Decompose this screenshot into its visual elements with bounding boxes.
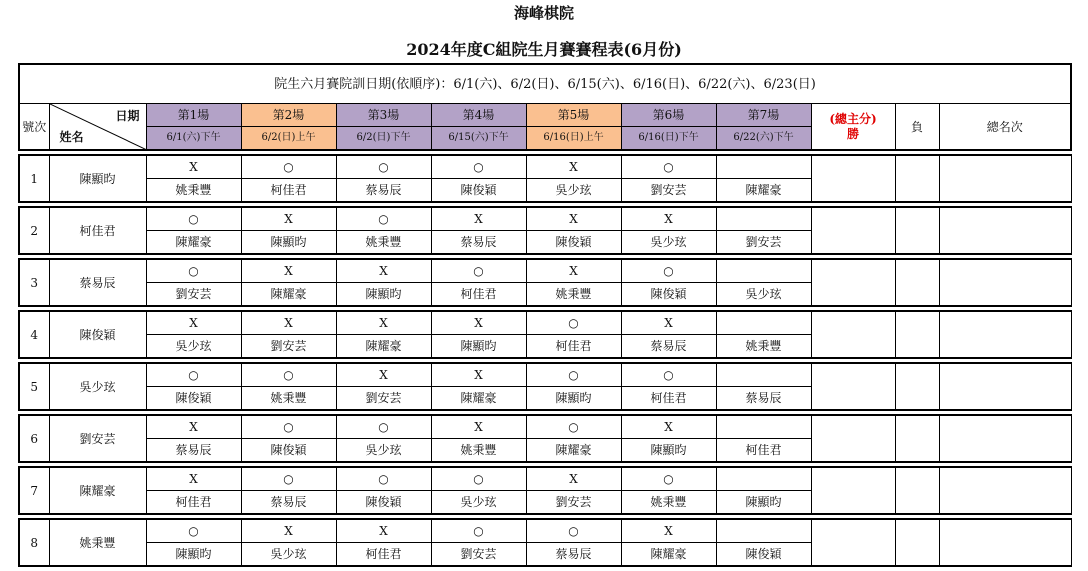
opponent-name: 陳俊穎 [146,387,241,411]
player-row [19,311,1071,335]
match-result: ○ [146,363,241,387]
opponent-name: 劉安芸 [146,283,241,307]
opponent-name: 吳少玹 [336,439,431,463]
opponent-name: 陳顯昀 [431,335,526,359]
player-row [19,519,1071,543]
match-result: ○ [241,363,336,387]
opponent-name: 姚秉豐 [621,491,716,515]
player-number: 1 [19,155,49,202]
match-result: ○ [146,207,241,231]
opponent-name: 姚秉豐 [716,335,811,359]
wins-cell [811,363,895,410]
player-name: 陳耀豪 [49,467,146,514]
match-result: X [241,207,336,231]
match-result [716,415,811,439]
opponent-name: 吳少玹 [621,231,716,255]
match-result: ○ [526,415,621,439]
player-name: 蔡易辰 [49,259,146,306]
match-result: X [621,519,716,543]
opponent-name: 陳俊穎 [336,491,431,515]
round-1-label: 第1場 [146,104,241,127]
opponent-name: 姚秉豐 [526,283,621,307]
player-name: 陳俊穎 [49,311,146,358]
match-result: ○ [431,155,526,179]
match-result: ○ [241,467,336,491]
opponent-name: 柯佳君 [431,283,526,307]
round-2-time: 6/2(日)上午 [241,127,336,151]
match-result: X [336,259,431,283]
opponent-name: 柯佳君 [146,491,241,515]
wins-header-label: 勝 [846,127,859,141]
rank-cell [939,415,1071,462]
date-header: 日期 [115,109,140,123]
match-result: X [146,415,241,439]
match-result: ○ [431,259,526,283]
player-name: 吳少玹 [49,363,146,410]
opponent-name: 蔡易辰 [336,179,431,203]
match-result: X [336,311,431,335]
opponent-name: 吳少玹 [526,179,621,203]
opponent-name: 陳耀豪 [336,335,431,359]
rank-cell [939,363,1071,410]
match-result: ○ [621,259,716,283]
match-result: X [241,519,336,543]
opponent-name: 蔡易辰 [146,439,241,463]
match-result: ○ [241,415,336,439]
losses-cell [895,207,939,254]
match-result: X [146,311,241,335]
match-result: ○ [336,415,431,439]
opponent-name: 陳耀豪 [241,283,336,307]
round-4-time: 6/15(六)下午 [431,127,526,151]
match-result: ○ [431,467,526,491]
wins-cell [811,207,895,254]
page-title: 海峰棋院 [513,4,574,22]
losses-cell [895,363,939,410]
opponent-name: 柯佳君 [526,335,621,359]
match-result: ○ [526,311,621,335]
losses-cell [895,259,939,306]
player-row [19,259,1071,283]
opponent-name: 陳耀豪 [146,231,241,255]
player-name: 柯佳君 [49,207,146,254]
player-number: 8 [19,519,49,566]
match-result: X [336,519,431,543]
number-header: 號次 [19,104,49,151]
match-result: ○ [526,519,621,543]
match-result: ○ [336,155,431,179]
rank-cell [939,311,1071,358]
match-result: ○ [621,467,716,491]
wins-header-total: (總主分) [829,112,877,126]
match-result: X [526,259,621,283]
match-result: X [621,415,716,439]
opponent-name: 陳顯昀 [716,491,811,515]
match-result: X [146,467,241,491]
round-7-time: 6/22(六)下午 [716,127,811,151]
opponent-name: 吳少玹 [146,335,241,359]
opponent-name: 陳顯昀 [146,543,241,567]
losses-cell [895,467,939,514]
match-result: ○ [146,259,241,283]
rank-cell [939,467,1071,514]
match-result: ○ [621,155,716,179]
wins-cell [811,415,895,462]
opponent-name: 蔡易辰 [431,231,526,255]
match-result: X [526,207,621,231]
opponent-name: 陳顯昀 [526,387,621,411]
match-result: X [621,207,716,231]
rank-cell [939,519,1071,566]
player-row [19,155,1071,179]
opponent-name: 姚秉豐 [431,439,526,463]
opponent-name: 劉安芸 [241,335,336,359]
losses-cell [895,311,939,358]
opponent-name: 陳顯昀 [336,283,431,307]
opponent-name: 柯佳君 [716,439,811,463]
player-name: 劉安芸 [49,415,146,462]
round-5-label: 第5場 [526,104,621,127]
match-result: X [431,207,526,231]
opponent-name: 姚秉豐 [146,179,241,203]
round-6-label: 第6場 [621,104,716,127]
opponent-name: 蔡易辰 [716,387,811,411]
opponent-name: 吳少玹 [241,543,336,567]
losses-cell [895,155,939,202]
match-result: X [621,311,716,335]
losses-header: 負 [895,104,939,151]
date-name-header [49,104,146,151]
match-result [716,363,811,387]
opponent-name: 蔡易辰 [526,543,621,567]
opponent-name: 陳顯昀 [241,231,336,255]
match-result: X [241,259,336,283]
opponent-name: 陳耀豪 [431,387,526,411]
opponent-name: 柯佳君 [336,543,431,567]
losses-cell [895,519,939,566]
match-result [716,519,811,543]
opponent-name: 姚秉豐 [336,231,431,255]
match-result [716,467,811,491]
opponent-name: 陳俊穎 [621,283,716,307]
opponent-name: 劉安芸 [526,491,621,515]
player-number: 5 [19,363,49,410]
opponent-name: 陳顯昀 [621,439,716,463]
rank-cell [939,259,1071,306]
player-name: 陳顯昀 [49,155,146,202]
opponent-name: 吳少玹 [716,283,811,307]
match-result [716,259,811,283]
match-result: X [526,467,621,491]
wins-cell [811,311,895,358]
player-number: 6 [19,415,49,462]
wins-cell [811,259,895,306]
schedule-table [18,63,1072,567]
round-4-label: 第4場 [431,104,526,127]
match-result [716,155,811,179]
match-result: X [526,155,621,179]
opponent-name: 柯佳君 [241,179,336,203]
match-result: X [146,155,241,179]
rank-header: 總名次 [939,104,1071,151]
opponent-name: 蔡易辰 [621,335,716,359]
opponent-name: 吳少玹 [431,491,526,515]
player-row [19,415,1071,439]
match-result: ○ [621,363,716,387]
wins-header [811,104,895,151]
round-1-time: 6/1(六)下午 [146,127,241,151]
player-number: 4 [19,311,49,358]
round-3-label: 第3場 [336,104,431,127]
opponent-name: 陳耀豪 [621,543,716,567]
player-row [19,207,1071,231]
opponent-name: 姚秉豐 [241,387,336,411]
player-name: 姚秉豐 [49,519,146,566]
match-result: X [336,363,431,387]
opponent-name: 陳俊穎 [526,231,621,255]
player-row [19,467,1071,491]
opponent-name: 劉安芸 [716,231,811,255]
match-result: ○ [431,519,526,543]
name-header: 姓名 [59,130,84,144]
match-result: X [241,311,336,335]
opponent-name: 陳俊穎 [431,179,526,203]
round-6-time: 6/16(日)下午 [621,127,716,151]
match-result: ○ [241,155,336,179]
match-result [716,311,811,335]
wins-cell [811,467,895,514]
opponent-name: 柯佳君 [621,387,716,411]
opponent-name: 陳耀豪 [716,179,811,203]
player-row [19,363,1071,387]
opponent-name: 蔡易辰 [241,491,336,515]
opponent-name: 劉安芸 [336,387,431,411]
match-result: ○ [526,363,621,387]
round-5-time: 6/16(日)上午 [526,127,621,151]
opponent-name: 劉安芸 [431,543,526,567]
wins-cell [811,155,895,202]
round-3-time: 6/2(日)下午 [336,127,431,151]
round-2-label: 第2場 [241,104,336,127]
opponent-name: 陳俊穎 [241,439,336,463]
match-result: X [431,415,526,439]
player-number: 7 [19,467,49,514]
rank-cell [939,207,1071,254]
opponent-name: 陳俊穎 [716,543,811,567]
wins-cell [811,519,895,566]
training-dates: 院生六月賽院訓日期(依順序)：6/1(六)、6/2(日)、6/15(六)、6/16(日)、6/22(六)、6/23(日) [19,64,1071,104]
match-result: ○ [336,467,431,491]
player-number: 3 [19,259,49,306]
losses-cell [895,415,939,462]
match-result: X [431,311,526,335]
match-result: X [431,363,526,387]
match-result: ○ [336,207,431,231]
schedule-title: 2024年度C組院生月賽賽程表(6月份) [406,40,682,59]
round-7-label: 第7場 [716,104,811,127]
opponent-name: 劉安芸 [621,179,716,203]
match-result: ○ [146,519,241,543]
player-number: 2 [19,207,49,254]
match-result [716,207,811,231]
opponent-name: 陳耀豪 [526,439,621,463]
rank-cell [939,155,1071,202]
